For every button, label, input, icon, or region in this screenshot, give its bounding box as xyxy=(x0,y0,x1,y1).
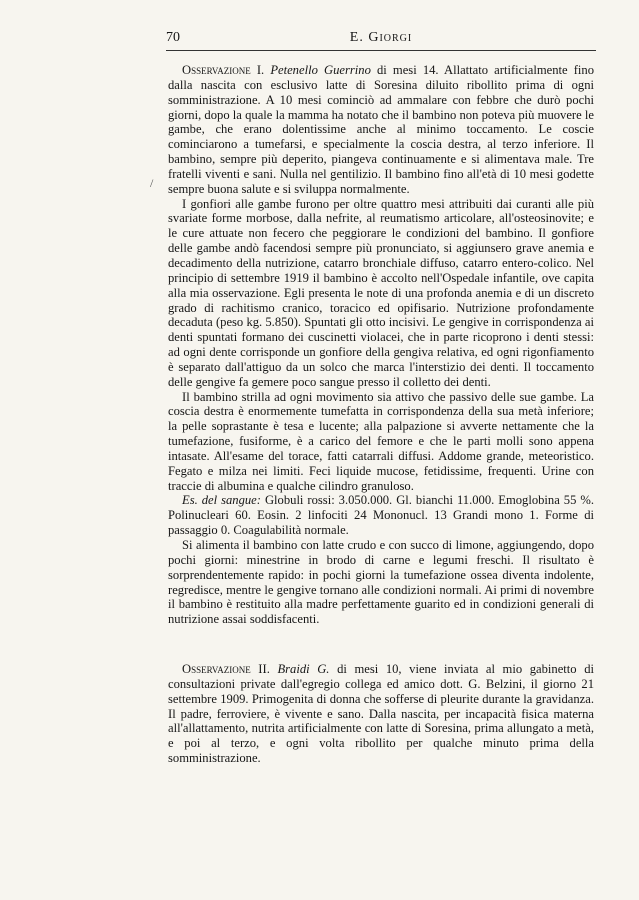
observation-2-label: Osservazione II. xyxy=(182,662,270,677)
blood-exam-label: Es. del sangue: xyxy=(182,493,261,508)
page-number: 70 xyxy=(166,30,180,45)
blood-exam-text: Globuli rossi: 3.050.000. Gl. bianchi 11.000. Emoglobina 55 %. Polinucleari 60. Eosin. 2 linfociti 24 Mononucl. 13 Grandi mono 1. Forme di passaggio 0. Coagulabilità normale. xyxy=(168,493,595,538)
observation-1-paragraph-3: Il bambino strilla ad ogni movimento sia attivo che passivo delle sue gambe. La coscia destra è enormemente tumefatta in corrispondenza della sua metà inferiore; la pelle soprastante è tesa e lucente; alla palpazione si avverte nettamente che la tumefazione, fusiforme, è a carico del femore e che le parti molli sono appena intasate. All'esame del torace, fatti catarrali diffusi. Addome grande, meteoristico. Fegato e milza nei limiti. Feci liquide mucose, fetidissime, frequenti. Urine con traccie di albumina e qualche cilindro granuloso. xyxy=(168,389,594,493)
observation-2-paragraph-1 xyxy=(168,662,594,766)
header-rule xyxy=(166,50,596,51)
observation-1-label: Osservazione I. xyxy=(182,63,265,77)
section-gap xyxy=(168,627,594,662)
page-body xyxy=(168,63,594,766)
observation-1-paragraph-5: Si alimenta il bambino con latte crudo e con succo di limone, aggiungendo, dopo pochi giorni: minestrine in brodo di carne e legumi freschi. Il risultato è sorprendentemente rapido: in pochi giorni la tumefazione ossea diventa indolente, regredisce, mentre le gengive tornano alle condizioni normali. Ai primi di novembre il bambino è restituito alla madre perfettamente guarito ed in condizioni generali di nutrizione assai soddisfacenti. xyxy=(168,538,594,627)
running-title: E. Giorgi xyxy=(349,30,413,45)
observation-2-patient: Braidi G. xyxy=(277,662,330,677)
observation-1-paragraph-1 xyxy=(168,63,594,197)
observation-1-paragraph-2: I gonfiori alle gambe furono per oltre quattro mesi attribuiti dai curanti alle più svariate forme morbose, dalla nefrite, al reumatismo articolare, all'osteosinovite; e le cure attuate non fecero che peggiorare le condizioni del bambino. Il gonfiore delle gambe andò facendosi sempre più pronunciato, si aggiunsero grave anemia e decadimento della nutrizione, catarro bronchiale diffuso, catarro entero-colico. Nel principio di settembre 1919 il bambino è accolto nell'Ospedale infantile, ove capita alla mia osservazione. Egli presenta le note di una profonda anemia e di un discreto grado di rachitismo cranico, toracico ed opifisario. Nutrizione profondamente decaduta (peso kg. 5.850). Spuntati gli otto incisivi. Le gengive in corrispondenza ai denti spuntati formano dei cuscinetti violacei, che in parte ricoprono i denti stessi: ad ogni dente corrisponde un gonfiore della gengiva relativa, ed ogni rigonfiamento è separato dall'attiguo da un solco che marca l'interstizio dei denti. Il toccamento delle gengive fa gemere poco sangue presso il colletto dei denti. xyxy=(168,196,594,389)
margin-mark: / xyxy=(150,176,154,190)
observation-1-patient: Petenello Guerrino xyxy=(270,63,371,77)
observation-2-text-1: di mesi 10, viene inviata al mio gabinetto di consultazioni private dall'egregio collega ed amico dott. G. Belzini, il giorno 21 settembre 1909. Primogenita di donna che sofferse di pleurite durante la gravidanza. Il padre, ferroviere, è vivente e sano. Dalla nascita, per incapacità fisica materna all'allattamento, nutrita artificialmente con latte di Soresina, prima allungato a metà, e poi al terzo, e ogni volta ribollito per qualche minuto prima della somministrazione. xyxy=(168,662,594,766)
page-header xyxy=(166,28,596,50)
observation-1-paragraph-4 xyxy=(168,493,594,538)
observation-1-text-1: di mesi 14. Allattato artificialmente fino dalla nascita con esclusivo latte di Soresina diluito ribollito prima di ogni somministrazione. A 10 mesi cominciò ad ammalare con febbre che durò pochi giorni, dopo la quale la mamma ha notato che il bambino non poteva più muovere le gambe, che erano dolentissime anche al minimo toccamento. Le coscie cominciarono a tumefarsi, e specialmente la coscia destra, al terzo inferiore. Il bambino, sempre più deperito, piangeva continuamente e si alimentava male. Tre fratelli viventi e sani. Nulla nel gentilizio. Il bambino fino all'età di 10 mesi godette sempre buona salute e si sviluppa normalmente. xyxy=(168,63,594,196)
